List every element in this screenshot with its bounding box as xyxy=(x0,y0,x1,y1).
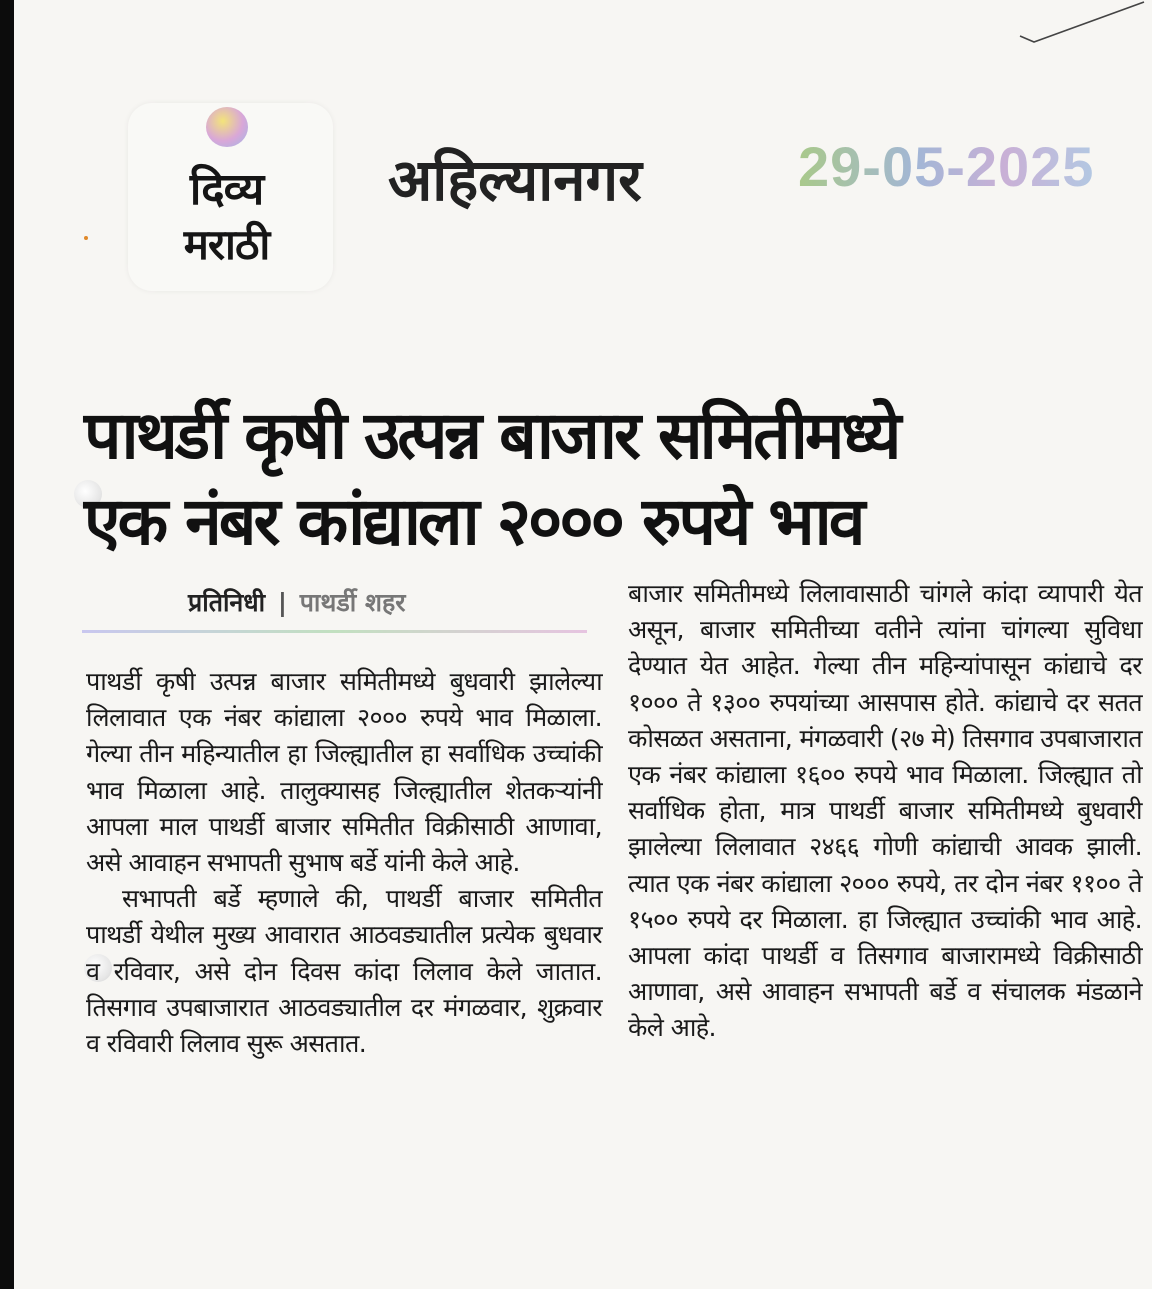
logo-dot-icon xyxy=(206,107,248,147)
byline-author: प्रतिनिधी xyxy=(188,588,266,617)
article-column-right xyxy=(628,576,1142,1047)
article-column-left xyxy=(86,664,602,1062)
article-paragraph: सभापती बर्डे म्हणाले की, पाथर्डी बाजार समितीत पाथर्डी येथील मुख्य आवारात आठवड्यातील प्रत्येक बुधवार व रविवार, असे दोन दिवस कांदा लिलाव केले जातात. तिसगाव उपबाजारात आठवड्यातील दर मंगळवार, शुक्रवार व रविवारी लिलाव सुरू असतात. xyxy=(86,884,602,1059)
orange-speck xyxy=(84,236,88,240)
headline-line-2: एक नंबर कांद्याला २००० रुपये भाव xyxy=(84,483,863,560)
byline-separator: | xyxy=(277,588,288,617)
edition-name: अहिल्यानगर xyxy=(388,146,642,214)
byline xyxy=(188,585,405,619)
article-paragraph: बाजार समितीमध्ये लिलावासाठी चांगले कांदा व्यापारी येत असून, बाजार समितीच्या वतीने त्यांना चांगल्या सुविधा देण्यात येत आहेत. गेल्या तीन महिन्यांपासून कांद्याचे दर १००० ते १३०० रुपयांच्या आसपास होते. कांद्याचे दर सतत कोसळत असताना, मंगळवारी (२७ मे) तिसगाव उपबाजारात एक नंबर कांद्याला १६०० रुपये भाव मिळाला. जिल्ह्यात तो सर्वाधिक होता, मात्र पाथर्डी बाजार समितीमध्ये बुधवारी झालेल्या लिलावात २४६६ गोणी कांद्याची आवक झाली. त्यात एक नंबर कांद्याला २००० रुपये, तर दोन नंबर ११०० ते १५०० रुपये दर मिळाला. हा जिल्ह्यात उच्चांकी भाव आहे. आपला कांदा पाथर्डी व तिसगाव बाजारामध्ये विक्रीसाठी आणावा, असे आवाहन सभापती बर्डे व संचालक मंडळाने केले आहे. xyxy=(628,579,1142,1043)
byline-rule xyxy=(82,630,587,633)
pen-mark xyxy=(1012,0,1152,50)
scan-left-edge xyxy=(0,0,14,1305)
logo-line-1: दिव्य xyxy=(189,164,264,215)
edition-date: 29-05-2025 xyxy=(798,135,1095,198)
scan-bottom-edge xyxy=(0,1289,1152,1305)
logo-line-2: मराठी xyxy=(183,220,270,269)
byline-place: पाथर्डी शहर xyxy=(299,588,406,617)
newspaper-logo xyxy=(128,103,333,291)
headline-line-1: पाथर्डी कृषी उत्पन्न बाजार समितीमध्ये xyxy=(84,397,899,474)
article-paragraph: पाथर्डी कृषी उत्पन्न बाजार समितीमध्ये बुधवारी झालेल्या लिलावात एक नंबर कांद्याला २००० रुपये भाव मिळाला. गेल्या तीन महिन्यातील हा जिल्ह्यातील हा सर्वाधिक उच्चांकी भाव मिळाला आहे. तालुक्यासह जिल्ह्यातील शेतकऱ्यांनी आपला माल पाथर्डी बाजार समितीत विक्रीसाठी आणावा, असे आवाहन सभापती सुभाष बर्डे यांनी केले आहे. xyxy=(86,667,602,878)
